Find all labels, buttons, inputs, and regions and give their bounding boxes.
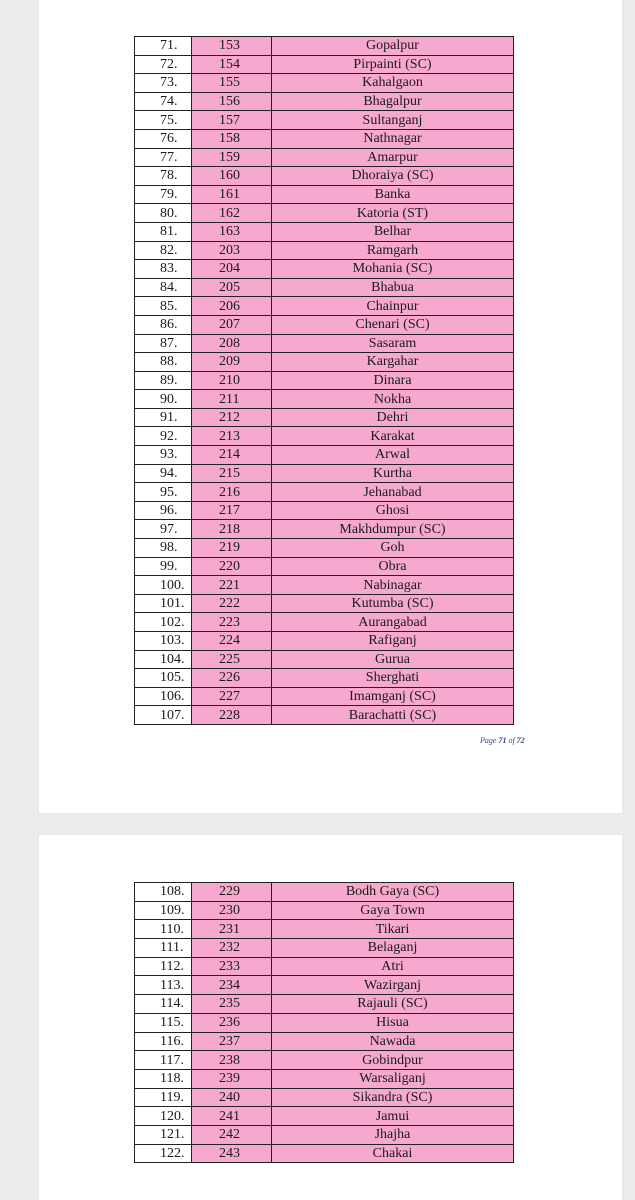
constituency-name-cell: Jehanabad: [272, 483, 514, 502]
table-row: [135, 706, 514, 725]
serial-number-cell: 94.: [135, 464, 192, 483]
table-row: [135, 55, 514, 74]
table-row: [135, 650, 514, 669]
constituency-name-cell: Sultanganj: [272, 111, 514, 130]
constituency-name-cell: Sasaram: [272, 334, 514, 353]
constituency-number-cell: 158: [192, 129, 272, 148]
serial-number-cell: 92.: [135, 427, 192, 446]
constituency-number-cell: 159: [192, 148, 272, 167]
serial-number-cell: 121.: [135, 1125, 192, 1144]
constituency-name-cell: Warsaliganj: [272, 1069, 514, 1088]
constituency-number-cell: 240: [192, 1088, 272, 1107]
serial-number-cell: 115.: [135, 1013, 192, 1032]
constituency-name-cell: Kahalgaon: [272, 74, 514, 93]
serial-number-cell: 83.: [135, 260, 192, 279]
constituency-number-cell: 209: [192, 353, 272, 372]
constituency-name-cell: Belhar: [272, 222, 514, 241]
serial-number-cell: 97.: [135, 520, 192, 539]
table-row: [135, 185, 514, 204]
table-row: [135, 167, 514, 186]
table-row: [135, 222, 514, 241]
serial-number-cell: 76.: [135, 129, 192, 148]
constituency-name-cell: Bhagalpur: [272, 92, 514, 111]
page-number-current: 71: [498, 736, 507, 745]
constituency-name-cell: Arwal: [272, 446, 514, 465]
constituency-table-body: [135, 883, 514, 1163]
constituency-name-cell: Banka: [272, 185, 514, 204]
serial-number-cell: 106.: [135, 687, 192, 706]
constituency-name-cell: Belaganj: [272, 939, 514, 958]
constituency-name-cell: Chainpur: [272, 297, 514, 316]
constituency-number-cell: 237: [192, 1032, 272, 1051]
constituency-number-cell: 222: [192, 594, 272, 613]
table-row: [135, 1144, 514, 1163]
constituency-number-cell: 223: [192, 613, 272, 632]
constituency-name-cell: Karakat: [272, 427, 514, 446]
constituency-number-cell: 162: [192, 204, 272, 223]
constituency-number-cell: 219: [192, 539, 272, 558]
serial-number-cell: 72.: [135, 55, 192, 74]
serial-number-cell: 118.: [135, 1069, 192, 1088]
serial-number-cell: 71.: [135, 37, 192, 56]
constituency-name-cell: Pirpainti (SC): [272, 55, 514, 74]
constituency-number-cell: 155: [192, 74, 272, 93]
constituency-name-cell: Nathnagar: [272, 129, 514, 148]
table-row: [135, 520, 514, 539]
constituency-name-cell: Barachatti (SC): [272, 706, 514, 725]
table-row: [135, 111, 514, 130]
table-row: [135, 613, 514, 632]
table-row: [135, 1125, 514, 1144]
table-row: [135, 371, 514, 390]
table-row: [135, 1051, 514, 1070]
table-row: [135, 687, 514, 706]
constituency-name-cell: Amarpur: [272, 148, 514, 167]
table-row: [135, 241, 514, 260]
table-row: [135, 297, 514, 316]
constituency-name-cell: Jhajha: [272, 1125, 514, 1144]
constituency-name-cell: Dinara: [272, 371, 514, 390]
constituency-name-cell: Bodh Gaya (SC): [272, 883, 514, 902]
table-row: [135, 1069, 514, 1088]
constituency-number-cell: 221: [192, 576, 272, 595]
serial-number-cell: 120.: [135, 1107, 192, 1126]
serial-number-cell: 105.: [135, 669, 192, 688]
table-row: [135, 957, 514, 976]
serial-number-cell: 117.: [135, 1051, 192, 1070]
serial-number-cell: 111.: [135, 939, 192, 958]
serial-number-cell: 110.: [135, 920, 192, 939]
page-number: [480, 736, 525, 745]
serial-number-cell: 96.: [135, 501, 192, 520]
constituency-name-cell: Nokha: [272, 390, 514, 409]
serial-number-cell: 113.: [135, 976, 192, 995]
table-row: [135, 315, 514, 334]
constituency-number-cell: 206: [192, 297, 272, 316]
constituency-name-cell: Jamui: [272, 1107, 514, 1126]
table-row: [135, 920, 514, 939]
constituency-number-cell: 239: [192, 1069, 272, 1088]
constituency-number-cell: 157: [192, 111, 272, 130]
constituency-number-cell: 224: [192, 632, 272, 651]
serial-number-cell: 91.: [135, 408, 192, 427]
table-row: [135, 1088, 514, 1107]
constituency-table: [134, 36, 514, 725]
constituency-number-cell: 160: [192, 167, 272, 186]
constituency-table-body: [135, 37, 514, 725]
serial-number-cell: 78.: [135, 167, 192, 186]
serial-number-cell: 80.: [135, 204, 192, 223]
constituency-number-cell: 218: [192, 520, 272, 539]
constituency-number-cell: 243: [192, 1144, 272, 1163]
table-row: [135, 632, 514, 651]
constituency-name-cell: Bhabua: [272, 278, 514, 297]
table-row: [135, 901, 514, 920]
page-number-separator: of: [508, 736, 515, 745]
table-row: [135, 390, 514, 409]
serial-number-cell: 108.: [135, 883, 192, 902]
table-row: [135, 204, 514, 223]
table-row: [135, 483, 514, 502]
serial-number-cell: 114.: [135, 995, 192, 1014]
constituency-number-cell: 220: [192, 557, 272, 576]
constituency-number-cell: 204: [192, 260, 272, 279]
serial-number-cell: 74.: [135, 92, 192, 111]
table-row: [135, 37, 514, 56]
constituency-name-cell: Aurangabad: [272, 613, 514, 632]
constituency-name-cell: Wazirganj: [272, 976, 514, 995]
table-row: [135, 427, 514, 446]
table-row: [135, 446, 514, 465]
serial-number-cell: 84.: [135, 278, 192, 297]
table-row: [135, 92, 514, 111]
table-row: [135, 576, 514, 595]
table-row: [135, 334, 514, 353]
serial-number-cell: 99.: [135, 557, 192, 576]
constituency-number-cell: 156: [192, 92, 272, 111]
constituency-name-cell: Obra: [272, 557, 514, 576]
table-row: [135, 74, 514, 93]
table-row: [135, 1107, 514, 1126]
table-row: [135, 148, 514, 167]
constituency-number-cell: 235: [192, 995, 272, 1014]
table-row: [135, 129, 514, 148]
constituency-number-cell: 205: [192, 278, 272, 297]
constituency-number-cell: 214: [192, 446, 272, 465]
constituency-number-cell: 203: [192, 241, 272, 260]
constituency-name-cell: Nabinagar: [272, 576, 514, 595]
constituency-number-cell: 229: [192, 883, 272, 902]
serial-number-cell: 79.: [135, 185, 192, 204]
serial-number-cell: 101.: [135, 594, 192, 613]
constituency-number-cell: 207: [192, 315, 272, 334]
constituency-name-cell: Gopalpur: [272, 37, 514, 56]
serial-number-cell: 98.: [135, 539, 192, 558]
serial-number-cell: 116.: [135, 1032, 192, 1051]
serial-number-cell: 109.: [135, 901, 192, 920]
serial-number-cell: 107.: [135, 706, 192, 725]
constituency-name-cell: Rafiganj: [272, 632, 514, 651]
serial-number-cell: 88.: [135, 353, 192, 372]
constituency-number-cell: 163: [192, 222, 272, 241]
document-page-71: [39, 0, 622, 813]
constituency-number-cell: 227: [192, 687, 272, 706]
constituency-number-cell: 208: [192, 334, 272, 353]
constituency-number-cell: 232: [192, 939, 272, 958]
constituency-number-cell: 238: [192, 1051, 272, 1070]
table-row: [135, 408, 514, 427]
serial-number-cell: 102.: [135, 613, 192, 632]
page-number-prefix: Page: [480, 736, 497, 745]
constituency-number-cell: 242: [192, 1125, 272, 1144]
serial-number-cell: 93.: [135, 446, 192, 465]
table-row: [135, 883, 514, 902]
table-row: [135, 976, 514, 995]
serial-number-cell: 77.: [135, 148, 192, 167]
constituency-name-cell: Atri: [272, 957, 514, 976]
serial-number-cell: 89.: [135, 371, 192, 390]
constituency-number-cell: 210: [192, 371, 272, 390]
serial-number-cell: 81.: [135, 222, 192, 241]
constituency-name-cell: Nawada: [272, 1032, 514, 1051]
serial-number-cell: 75.: [135, 111, 192, 130]
constituency-number-cell: 212: [192, 408, 272, 427]
constituency-name-cell: Ramgarh: [272, 241, 514, 260]
constituency-name-cell: Dehri: [272, 408, 514, 427]
constituency-name-cell: Kutumba (SC): [272, 594, 514, 613]
constituency-table: [134, 882, 514, 1163]
constituency-name-cell: Hisua: [272, 1013, 514, 1032]
constituency-name-cell: Kargahar: [272, 353, 514, 372]
constituency-name-cell: Chakai: [272, 1144, 514, 1163]
table-row: [135, 278, 514, 297]
document-page-72: [39, 835, 622, 1200]
constituency-number-cell: 216: [192, 483, 272, 502]
constituency-name-cell: Sikandra (SC): [272, 1088, 514, 1107]
constituency-number-cell: 225: [192, 650, 272, 669]
constituency-number-cell: 234: [192, 976, 272, 995]
serial-number-cell: 90.: [135, 390, 192, 409]
constituency-number-cell: 236: [192, 1013, 272, 1032]
table-row: [135, 669, 514, 688]
constituency-number-cell: 154: [192, 55, 272, 74]
serial-number-cell: 73.: [135, 74, 192, 93]
constituency-number-cell: 161: [192, 185, 272, 204]
serial-number-cell: 95.: [135, 483, 192, 502]
serial-number-cell: 112.: [135, 957, 192, 976]
table-row: [135, 939, 514, 958]
constituency-number-cell: 233: [192, 957, 272, 976]
constituency-number-cell: 241: [192, 1107, 272, 1126]
serial-number-cell: 87.: [135, 334, 192, 353]
constituency-name-cell: Goh: [272, 539, 514, 558]
constituency-name-cell: Mohania (SC): [272, 260, 514, 279]
constituency-name-cell: Katoria (ST): [272, 204, 514, 223]
serial-number-cell: 122.: [135, 1144, 192, 1163]
constituency-number-cell: 215: [192, 464, 272, 483]
serial-number-cell: 100.: [135, 576, 192, 595]
serial-number-cell: 85.: [135, 297, 192, 316]
table-row: [135, 501, 514, 520]
constituency-number-cell: 211: [192, 390, 272, 409]
table-row: [135, 539, 514, 558]
table-row: [135, 594, 514, 613]
constituency-name-cell: Kurtha: [272, 464, 514, 483]
constituency-number-cell: 231: [192, 920, 272, 939]
constituency-name-cell: Gurua: [272, 650, 514, 669]
constituency-name-cell: Imamganj (SC): [272, 687, 514, 706]
table-row: [135, 1013, 514, 1032]
constituency-name-cell: Ghosi: [272, 501, 514, 520]
constituency-number-cell: 230: [192, 901, 272, 920]
serial-number-cell: 82.: [135, 241, 192, 260]
table-row: [135, 995, 514, 1014]
table-row: [135, 260, 514, 279]
serial-number-cell: 119.: [135, 1088, 192, 1107]
serial-number-cell: 104.: [135, 650, 192, 669]
table-row: [135, 557, 514, 576]
table-row: [135, 353, 514, 372]
constituency-number-cell: 153: [192, 37, 272, 56]
constituency-number-cell: 226: [192, 669, 272, 688]
constituency-number-cell: 213: [192, 427, 272, 446]
constituency-name-cell: Sherghati: [272, 669, 514, 688]
constituency-name-cell: Rajauli (SC): [272, 995, 514, 1014]
table-row: [135, 1032, 514, 1051]
serial-number-cell: 86.: [135, 315, 192, 334]
constituency-number-cell: 228: [192, 706, 272, 725]
table-row: [135, 464, 514, 483]
constituency-name-cell: Tikari: [272, 920, 514, 939]
constituency-name-cell: Makhdumpur (SC): [272, 520, 514, 539]
constituency-name-cell: Chenari (SC): [272, 315, 514, 334]
constituency-name-cell: Gobindpur: [272, 1051, 514, 1070]
page-number-total: 72: [516, 736, 525, 745]
constituency-name-cell: Gaya Town: [272, 901, 514, 920]
constituency-number-cell: 217: [192, 501, 272, 520]
serial-number-cell: 103.: [135, 632, 192, 651]
constituency-name-cell: Dhoraiya (SC): [272, 167, 514, 186]
